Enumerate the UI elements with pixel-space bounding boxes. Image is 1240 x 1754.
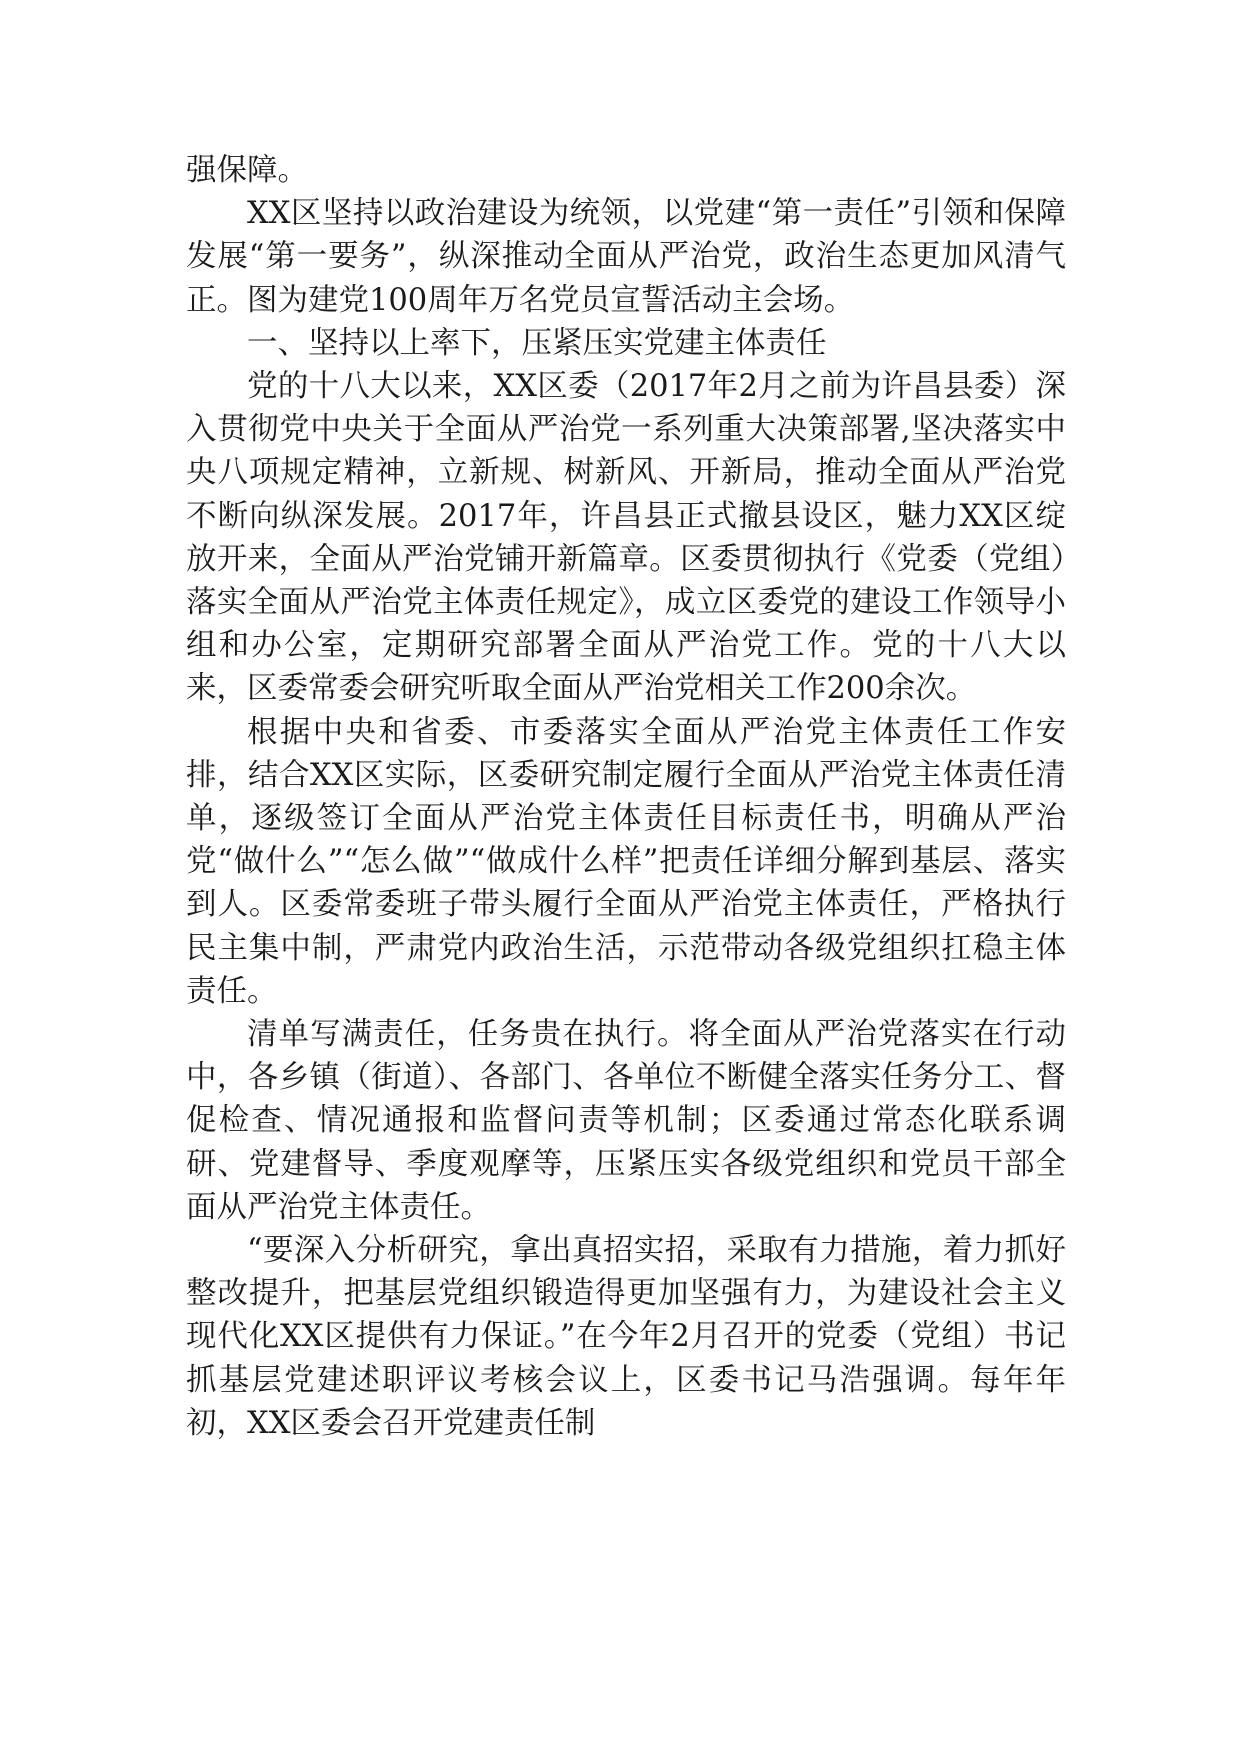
paragraph: XX区坚持以政治建设为统领，以党建“第一责任”引领和保障发展“第一要务”，纵深推动全面从严治党，政治生态更加风清气正。图为建党100周年万名党员宣誓活动主会场。 — [186, 196, 1066, 318]
paragraph: 清单写满责任，任务贵在执行。将全面从严治党落实在行动中，各乡镇（街道）、各部门、各单位不断健全落实任务分工、督促检查、情况通报和监督问责等机制；区委通过常态化联系调研、党建督导、季度观摩等，压紧压实各级党组织和党员干部全面从严治党主体责任。 — [186, 1017, 1066, 1225]
document-body — [186, 149, 1066, 1445]
paragraph: 根据中央和省委、市委落实全面从严治党主体责任工作安排，结合XX区实际，区委研究制定履行全面从严治党主体责任清单，逐级签订全面从严治党主体责任目标责任书，明确从严治党“做什么”“怎么做”“做成什么样”把责任详细分解到基层、落实到人。区委常委班子带头履行全面从严治党主体责任，严格执行民主集中制，严肃党内政治生活，示范带动各级党组织扛稳主体责任。 — [186, 714, 1066, 1009]
section-heading: 一、坚持以上率下，压紧压实党建主体责任 — [247, 325, 827, 361]
paragraph-continuation: 强保障。 — [186, 153, 308, 188]
paragraph: “要深入分析研究，拿出真招实招，采取有力措施，着力抓好整改提升，把基层党组织锻造得更加坚强有力，为建设社会主义现代化XX区提供有力保证。”在今年2月召开的党委（党组）书记抓基层党建述职评议考核会议上，区委书记马浩强调。每年年初，XX区委会召开党建责任制 — [186, 1233, 1066, 1441]
paragraph: 党的十八大以来，XX区委（2017年2月之前为许昌县委）深入贯彻党中央关于全面从严治党一系列重大决策部署,坚决落实中央八项规定精神，立新规、树新风、开新局，推动全面从严治党不断向纵深发展。2017年，许昌县正式撤县设区，魅力XX区绽放开来，全面从严治党铺开新篇章。区委贯彻执行《党委（党组）落实全面从严治党主体责任规定》，成立区委党的建设工作领导小组和办公室，定期研究部署全面从严治党工作。党的十八大以来，区委常委会研究听取全面从严治党相关工作200余次。 — [186, 369, 1066, 707]
